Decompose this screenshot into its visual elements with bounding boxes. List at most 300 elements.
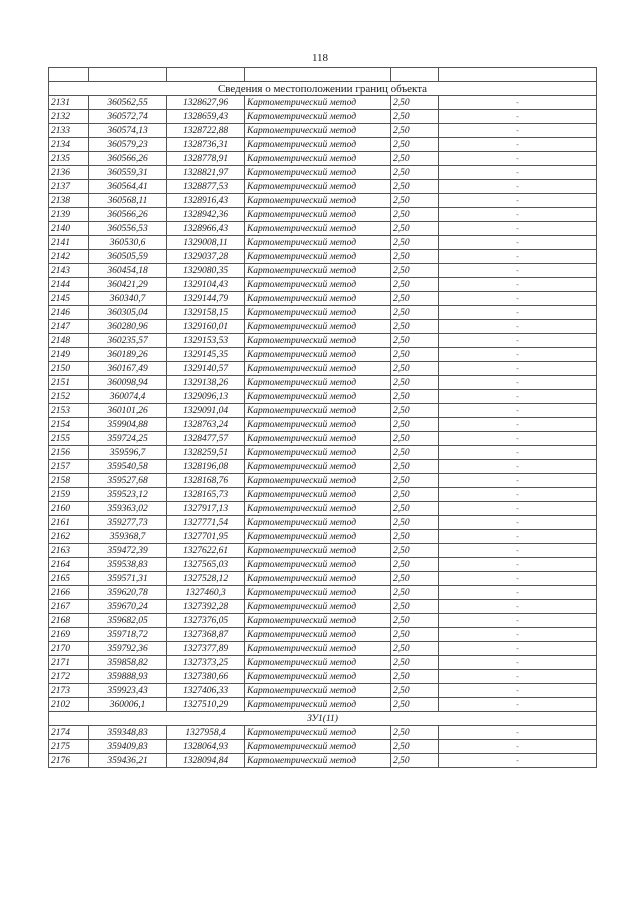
coord-y-cell: 1328165,73: [167, 488, 245, 502]
precision-cell: 2,50: [391, 152, 439, 166]
coord-y-cell: 1327406,33: [167, 684, 245, 698]
precision-cell: 2,50: [391, 96, 439, 110]
description-cell: -: [439, 726, 597, 740]
table-row: [49, 152, 597, 166]
method-cell: Картометрический метод: [245, 600, 391, 614]
precision-cell: 2,50: [391, 278, 439, 292]
precision-cell: 2,50: [391, 362, 439, 376]
table-row: [49, 208, 597, 222]
table-row: [49, 110, 597, 124]
table-row: [49, 516, 597, 530]
coord-y-cell: 1328778,91: [167, 152, 245, 166]
coord-x-cell: 359718,72: [89, 628, 167, 642]
coord-y-cell: 1329008,11: [167, 236, 245, 250]
precision-cell: 2,50: [391, 432, 439, 446]
point-number-cell: 2166: [49, 586, 89, 600]
method-cell: Картометрический метод: [245, 740, 391, 754]
table-row: [49, 222, 597, 236]
table-row: [49, 306, 597, 320]
coord-y-cell: 1327460,3: [167, 586, 245, 600]
table-row: [49, 320, 597, 334]
coord-y-cell: 1329091,04: [167, 404, 245, 418]
precision-cell: 2,50: [391, 166, 439, 180]
description-cell: -: [439, 460, 597, 474]
coord-y-cell: 1329153,53: [167, 334, 245, 348]
coord-y-cell: 1329158,15: [167, 306, 245, 320]
table-row: [49, 194, 597, 208]
coord-x-cell: 359904,88: [89, 418, 167, 432]
point-number-cell: 2144: [49, 278, 89, 292]
table-row: [49, 96, 597, 110]
method-cell: Картометрический метод: [245, 670, 391, 684]
precision-cell: 2,50: [391, 306, 439, 320]
precision-cell: 2,50: [391, 446, 439, 460]
table-row: [49, 348, 597, 362]
point-number-cell: 2175: [49, 740, 89, 754]
table-row: [49, 404, 597, 418]
description-cell: -: [439, 684, 597, 698]
precision-cell: 2,50: [391, 348, 439, 362]
point-number-cell: 2142: [49, 250, 89, 264]
precision-cell: 2,50: [391, 572, 439, 586]
coord-x-cell: 360098,94: [89, 376, 167, 390]
point-number-cell: 2172: [49, 670, 89, 684]
coord-x-cell: 359724,25: [89, 432, 167, 446]
method-cell: Картометрический метод: [245, 418, 391, 432]
method-cell: Картометрический метод: [245, 166, 391, 180]
coord-x-cell: 360421,29: [89, 278, 167, 292]
precision-cell: 2,50: [391, 684, 439, 698]
coord-y-cell: 1329145,35: [167, 348, 245, 362]
coord-y-cell: 1329140,57: [167, 362, 245, 376]
precision-cell: 2,50: [391, 110, 439, 124]
point-number-cell: 2170: [49, 642, 89, 656]
coord-y-cell: 1328821,97: [167, 166, 245, 180]
precision-cell: 2,50: [391, 628, 439, 642]
coord-x-cell: 359538,83: [89, 558, 167, 572]
coord-x-cell: 359348,83: [89, 726, 167, 740]
point-number-cell: 2168: [49, 614, 89, 628]
precision-cell: 2,50: [391, 250, 439, 264]
coord-x-cell: 359923,43: [89, 684, 167, 698]
coord-x-cell: 360556,53: [89, 222, 167, 236]
section-row: [49, 712, 597, 726]
table-row: [49, 138, 597, 152]
method-cell: Картометрический метод: [245, 278, 391, 292]
precision-cell: 2,50: [391, 180, 439, 194]
table-row: [49, 642, 597, 656]
point-number-cell: 2171: [49, 656, 89, 670]
table-row: [49, 558, 597, 572]
precision-cell: 2,50: [391, 138, 439, 152]
description-cell: -: [439, 656, 597, 670]
description-cell: -: [439, 404, 597, 418]
method-cell: Картометрический метод: [245, 348, 391, 362]
point-number-cell: 2159: [49, 488, 89, 502]
method-cell: Картометрический метод: [245, 502, 391, 516]
coord-x-cell: 360574,13: [89, 124, 167, 138]
table-row: [49, 726, 597, 740]
coord-y-cell: 1328942,36: [167, 208, 245, 222]
table-row: [49, 698, 597, 712]
coord-x-cell: 359363,02: [89, 502, 167, 516]
table-row: [49, 390, 597, 404]
point-number-cell: 2151: [49, 376, 89, 390]
method-cell: Картометрический метод: [245, 754, 391, 768]
description-cell: -: [439, 166, 597, 180]
precision-cell: 2,50: [391, 194, 439, 208]
method-cell: Картометрический метод: [245, 446, 391, 460]
point-number-cell: 2149: [49, 348, 89, 362]
coord-x-cell: 360189,26: [89, 348, 167, 362]
point-number-cell: 2135: [49, 152, 89, 166]
precision-cell: 2,50: [391, 418, 439, 432]
point-number-cell: 2141: [49, 236, 89, 250]
coord-x-cell: 360305,04: [89, 306, 167, 320]
description-cell: -: [439, 474, 597, 488]
coord-y-cell: 1328916,43: [167, 194, 245, 208]
precision-cell: 2,50: [391, 586, 439, 600]
method-cell: Картометрический метод: [245, 306, 391, 320]
point-number-cell: 2169: [49, 628, 89, 642]
point-number-cell: 2162: [49, 530, 89, 544]
coord-y-cell: 1327376,05: [167, 614, 245, 628]
coord-y-cell: 1327377,89: [167, 642, 245, 656]
coord-x-cell: 359888,93: [89, 670, 167, 684]
coord-y-cell: 1327368,87: [167, 628, 245, 642]
description-cell: -: [439, 180, 597, 194]
method-cell: Картометрический метод: [245, 684, 391, 698]
coord-x-cell: 359409,83: [89, 740, 167, 754]
precision-cell: 2,50: [391, 376, 439, 390]
point-number-cell: 2134: [49, 138, 89, 152]
description-cell: -: [439, 614, 597, 628]
table-row: [49, 684, 597, 698]
method-cell: Картометрический метод: [245, 656, 391, 670]
point-number-cell: 2154: [49, 418, 89, 432]
method-cell: Картометрический метод: [245, 250, 391, 264]
coord-y-cell: 1329160,01: [167, 320, 245, 334]
coord-x-cell: 359792,36: [89, 642, 167, 656]
description-cell: -: [439, 264, 597, 278]
method-cell: Картометрический метод: [245, 586, 391, 600]
method-cell: Картометрический метод: [245, 236, 391, 250]
description-cell: -: [439, 530, 597, 544]
description-cell: -: [439, 96, 597, 110]
method-cell: Картометрический метод: [245, 110, 391, 124]
description-cell: -: [439, 600, 597, 614]
point-number-cell: 2102: [49, 698, 89, 712]
method-cell: Картометрический метод: [245, 222, 391, 236]
table-row: [49, 474, 597, 488]
table-row: [49, 376, 597, 390]
precision-cell: 2,50: [391, 656, 439, 670]
coord-y-cell: 1327771,54: [167, 516, 245, 530]
precision-cell: 2,50: [391, 390, 439, 404]
description-cell: -: [439, 306, 597, 320]
description-cell: -: [439, 278, 597, 292]
method-cell: Картометрический метод: [245, 642, 391, 656]
table-title-row: [49, 82, 597, 96]
coord-x-cell: 360568,11: [89, 194, 167, 208]
point-number-cell: 2167: [49, 600, 89, 614]
coord-x-cell: 360340,7: [89, 292, 167, 306]
coord-y-cell: 1327510,29: [167, 698, 245, 712]
method-cell: Картометрический метод: [245, 572, 391, 586]
point-number-cell: 2138: [49, 194, 89, 208]
precision-cell: 2,50: [391, 754, 439, 768]
coord-x-cell: 360235,57: [89, 334, 167, 348]
method-cell: Картометрический метод: [245, 376, 391, 390]
method-cell: Картометрический метод: [245, 698, 391, 712]
method-cell: Картометрический метод: [245, 152, 391, 166]
point-number-cell: 2155: [49, 432, 89, 446]
coord-x-cell: 359277,73: [89, 516, 167, 530]
coord-x-cell: 360505,59: [89, 250, 167, 264]
point-number-cell: 2146: [49, 306, 89, 320]
precision-cell: 2,50: [391, 460, 439, 474]
point-number-cell: 2153: [49, 404, 89, 418]
table-row: [49, 446, 597, 460]
description-cell: -: [439, 124, 597, 138]
point-number-cell: 2176: [49, 754, 89, 768]
method-cell: Картометрический метод: [245, 614, 391, 628]
precision-cell: 2,50: [391, 600, 439, 614]
description-cell: -: [439, 348, 597, 362]
description-cell: -: [439, 516, 597, 530]
table-row: [49, 418, 597, 432]
coord-y-cell: 1328722,88: [167, 124, 245, 138]
table-row: [49, 124, 597, 138]
precision-cell: 2,50: [391, 488, 439, 502]
coord-y-cell: 1327622,61: [167, 544, 245, 558]
precision-cell: 2,50: [391, 614, 439, 628]
description-cell: -: [439, 642, 597, 656]
description-cell: -: [439, 320, 597, 334]
coord-y-cell: 1328477,57: [167, 432, 245, 446]
description-cell: -: [439, 446, 597, 460]
method-cell: Картометрический метод: [245, 432, 391, 446]
coord-x-cell: 359620,78: [89, 586, 167, 600]
point-number-cell: 2140: [49, 222, 89, 236]
table-row: [49, 670, 597, 684]
precision-cell: 2,50: [391, 404, 439, 418]
coord-y-cell: 1327373,25: [167, 656, 245, 670]
point-number-cell: 2163: [49, 544, 89, 558]
page-number: 118: [311, 52, 329, 64]
coord-y-cell: 1327701,95: [167, 530, 245, 544]
point-number-cell: 2160: [49, 502, 89, 516]
table-row: [49, 600, 597, 614]
coord-x-cell: 359596,7: [89, 446, 167, 460]
coord-y-cell: 1328877,53: [167, 180, 245, 194]
point-number-cell: 2164: [49, 558, 89, 572]
point-number-cell: 2148: [49, 334, 89, 348]
coord-y-cell: 1329037,28: [167, 250, 245, 264]
description-cell: -: [439, 222, 597, 236]
table-row: [49, 502, 597, 516]
precision-cell: 2,50: [391, 740, 439, 754]
coord-x-cell: 360101,26: [89, 404, 167, 418]
point-number-cell: 2173: [49, 684, 89, 698]
description-cell: -: [439, 544, 597, 558]
description-cell: -: [439, 670, 597, 684]
point-number-cell: 2136: [49, 166, 89, 180]
coord-y-cell: 1328763,24: [167, 418, 245, 432]
coord-x-cell: 360454,18: [89, 264, 167, 278]
table-row: [49, 166, 597, 180]
coord-x-cell: 360280,96: [89, 320, 167, 334]
coord-y-cell: 1329138,26: [167, 376, 245, 390]
table-row: [49, 278, 597, 292]
coord-y-cell: 1328627,96: [167, 96, 245, 110]
description-cell: -: [439, 502, 597, 516]
description-cell: -: [439, 488, 597, 502]
coord-y-cell: 1329144,79: [167, 292, 245, 306]
table-row: [49, 572, 597, 586]
coord-x-cell: 360074,4: [89, 390, 167, 404]
coord-x-cell: 359540,58: [89, 460, 167, 474]
method-cell: Картометрический метод: [245, 488, 391, 502]
point-number-cell: 2150: [49, 362, 89, 376]
method-cell: Картометрический метод: [245, 628, 391, 642]
point-number-cell: 2174: [49, 726, 89, 740]
method-cell: Картометрический метод: [245, 194, 391, 208]
description-cell: -: [439, 572, 597, 586]
description-cell: -: [439, 418, 597, 432]
coord-x-cell: 359527,68: [89, 474, 167, 488]
description-cell: -: [439, 740, 597, 754]
section-label: ЗУ1(11): [49, 712, 597, 726]
table-row: [49, 488, 597, 502]
description-cell: -: [439, 250, 597, 264]
point-number-cell: 2147: [49, 320, 89, 334]
coord-y-cell: 1328659,43: [167, 110, 245, 124]
coord-x-cell: 360579,23: [89, 138, 167, 152]
table-row: [49, 530, 597, 544]
coord-y-cell: 1328966,43: [167, 222, 245, 236]
method-cell: Картометрический метод: [245, 334, 391, 348]
precision-cell: 2,50: [391, 558, 439, 572]
precision-cell: 2,50: [391, 124, 439, 138]
method-cell: Картометрический метод: [245, 180, 391, 194]
coord-x-cell: 360006,1: [89, 698, 167, 712]
method-cell: Картометрический метод: [245, 516, 391, 530]
precision-cell: 2,50: [391, 544, 439, 558]
description-cell: -: [439, 586, 597, 600]
method-cell: Картометрический метод: [245, 124, 391, 138]
coord-y-cell: 1327392,28: [167, 600, 245, 614]
precision-cell: 2,50: [391, 698, 439, 712]
point-number-cell: 2137: [49, 180, 89, 194]
method-cell: Картометрический метод: [245, 320, 391, 334]
description-cell: -: [439, 236, 597, 250]
description-cell: -: [439, 152, 597, 166]
coord-y-cell: 1329080,35: [167, 264, 245, 278]
description-cell: -: [439, 698, 597, 712]
method-cell: Картометрический метод: [245, 362, 391, 376]
description-cell: -: [439, 334, 597, 348]
precision-cell: 2,50: [391, 502, 439, 516]
description-cell: -: [439, 376, 597, 390]
table-row: [49, 236, 597, 250]
precision-cell: 2,50: [391, 530, 439, 544]
table-row: [49, 586, 597, 600]
coord-x-cell: 360559,31: [89, 166, 167, 180]
description-cell: -: [439, 292, 597, 306]
method-cell: Картометрический метод: [245, 460, 391, 474]
method-cell: Картометрический метод: [245, 726, 391, 740]
precision-cell: 2,50: [391, 516, 439, 530]
coord-y-cell: 1328168,76: [167, 474, 245, 488]
precision-cell: 2,50: [391, 264, 439, 278]
coord-x-cell: 359368,7: [89, 530, 167, 544]
coord-x-cell: 359571,31: [89, 572, 167, 586]
precision-cell: 2,50: [391, 208, 439, 222]
coord-x-cell: 360530,6: [89, 236, 167, 250]
method-cell: Картометрический метод: [245, 138, 391, 152]
table-row: [49, 250, 597, 264]
coord-y-cell: 1327380,66: [167, 670, 245, 684]
point-number-cell: 2132: [49, 110, 89, 124]
description-cell: -: [439, 558, 597, 572]
coord-y-cell: 1328094,84: [167, 754, 245, 768]
coord-x-cell: 360564,41: [89, 180, 167, 194]
coord-x-cell: 359472,39: [89, 544, 167, 558]
coord-x-cell: 359670,24: [89, 600, 167, 614]
table-row: [49, 292, 597, 306]
table-row: [49, 544, 597, 558]
coord-y-cell: 1328196,08: [167, 460, 245, 474]
precision-cell: 2,50: [391, 642, 439, 656]
method-cell: Картометрический метод: [245, 390, 391, 404]
coord-x-cell: 360566,26: [89, 208, 167, 222]
point-number-cell: 2158: [49, 474, 89, 488]
coord-y-cell: 1327528,12: [167, 572, 245, 586]
table-row: [49, 264, 597, 278]
table-row: [49, 432, 597, 446]
description-cell: -: [439, 138, 597, 152]
method-cell: Картометрический метод: [245, 292, 391, 306]
description-cell: -: [439, 754, 597, 768]
coord-y-cell: 1328736,31: [167, 138, 245, 152]
coord-y-cell: 1329104,43: [167, 278, 245, 292]
point-number-cell: 2157: [49, 460, 89, 474]
description-cell: -: [439, 110, 597, 124]
point-number-cell: 2161: [49, 516, 89, 530]
coord-x-cell: 359523,12: [89, 488, 167, 502]
table-row: [49, 740, 597, 754]
point-number-cell: 2165: [49, 572, 89, 586]
method-cell: Картометрический метод: [245, 96, 391, 110]
boundary-coordinates-table: [48, 67, 597, 768]
table-row: [49, 334, 597, 348]
coord-y-cell: 1327958,4: [167, 726, 245, 740]
method-cell: Картометрический метод: [245, 544, 391, 558]
coord-x-cell: 360572,74: [89, 110, 167, 124]
method-cell: Картометрический метод: [245, 474, 391, 488]
coord-x-cell: 359436,21: [89, 754, 167, 768]
table-row: [49, 628, 597, 642]
coord-y-cell: 1328064,93: [167, 740, 245, 754]
point-number-cell: 2131: [49, 96, 89, 110]
method-cell: Картометрический метод: [245, 558, 391, 572]
description-cell: -: [439, 390, 597, 404]
coord-x-cell: 360167,49: [89, 362, 167, 376]
precision-cell: 2,50: [391, 474, 439, 488]
point-number-cell: 2145: [49, 292, 89, 306]
precision-cell: 2,50: [391, 236, 439, 250]
